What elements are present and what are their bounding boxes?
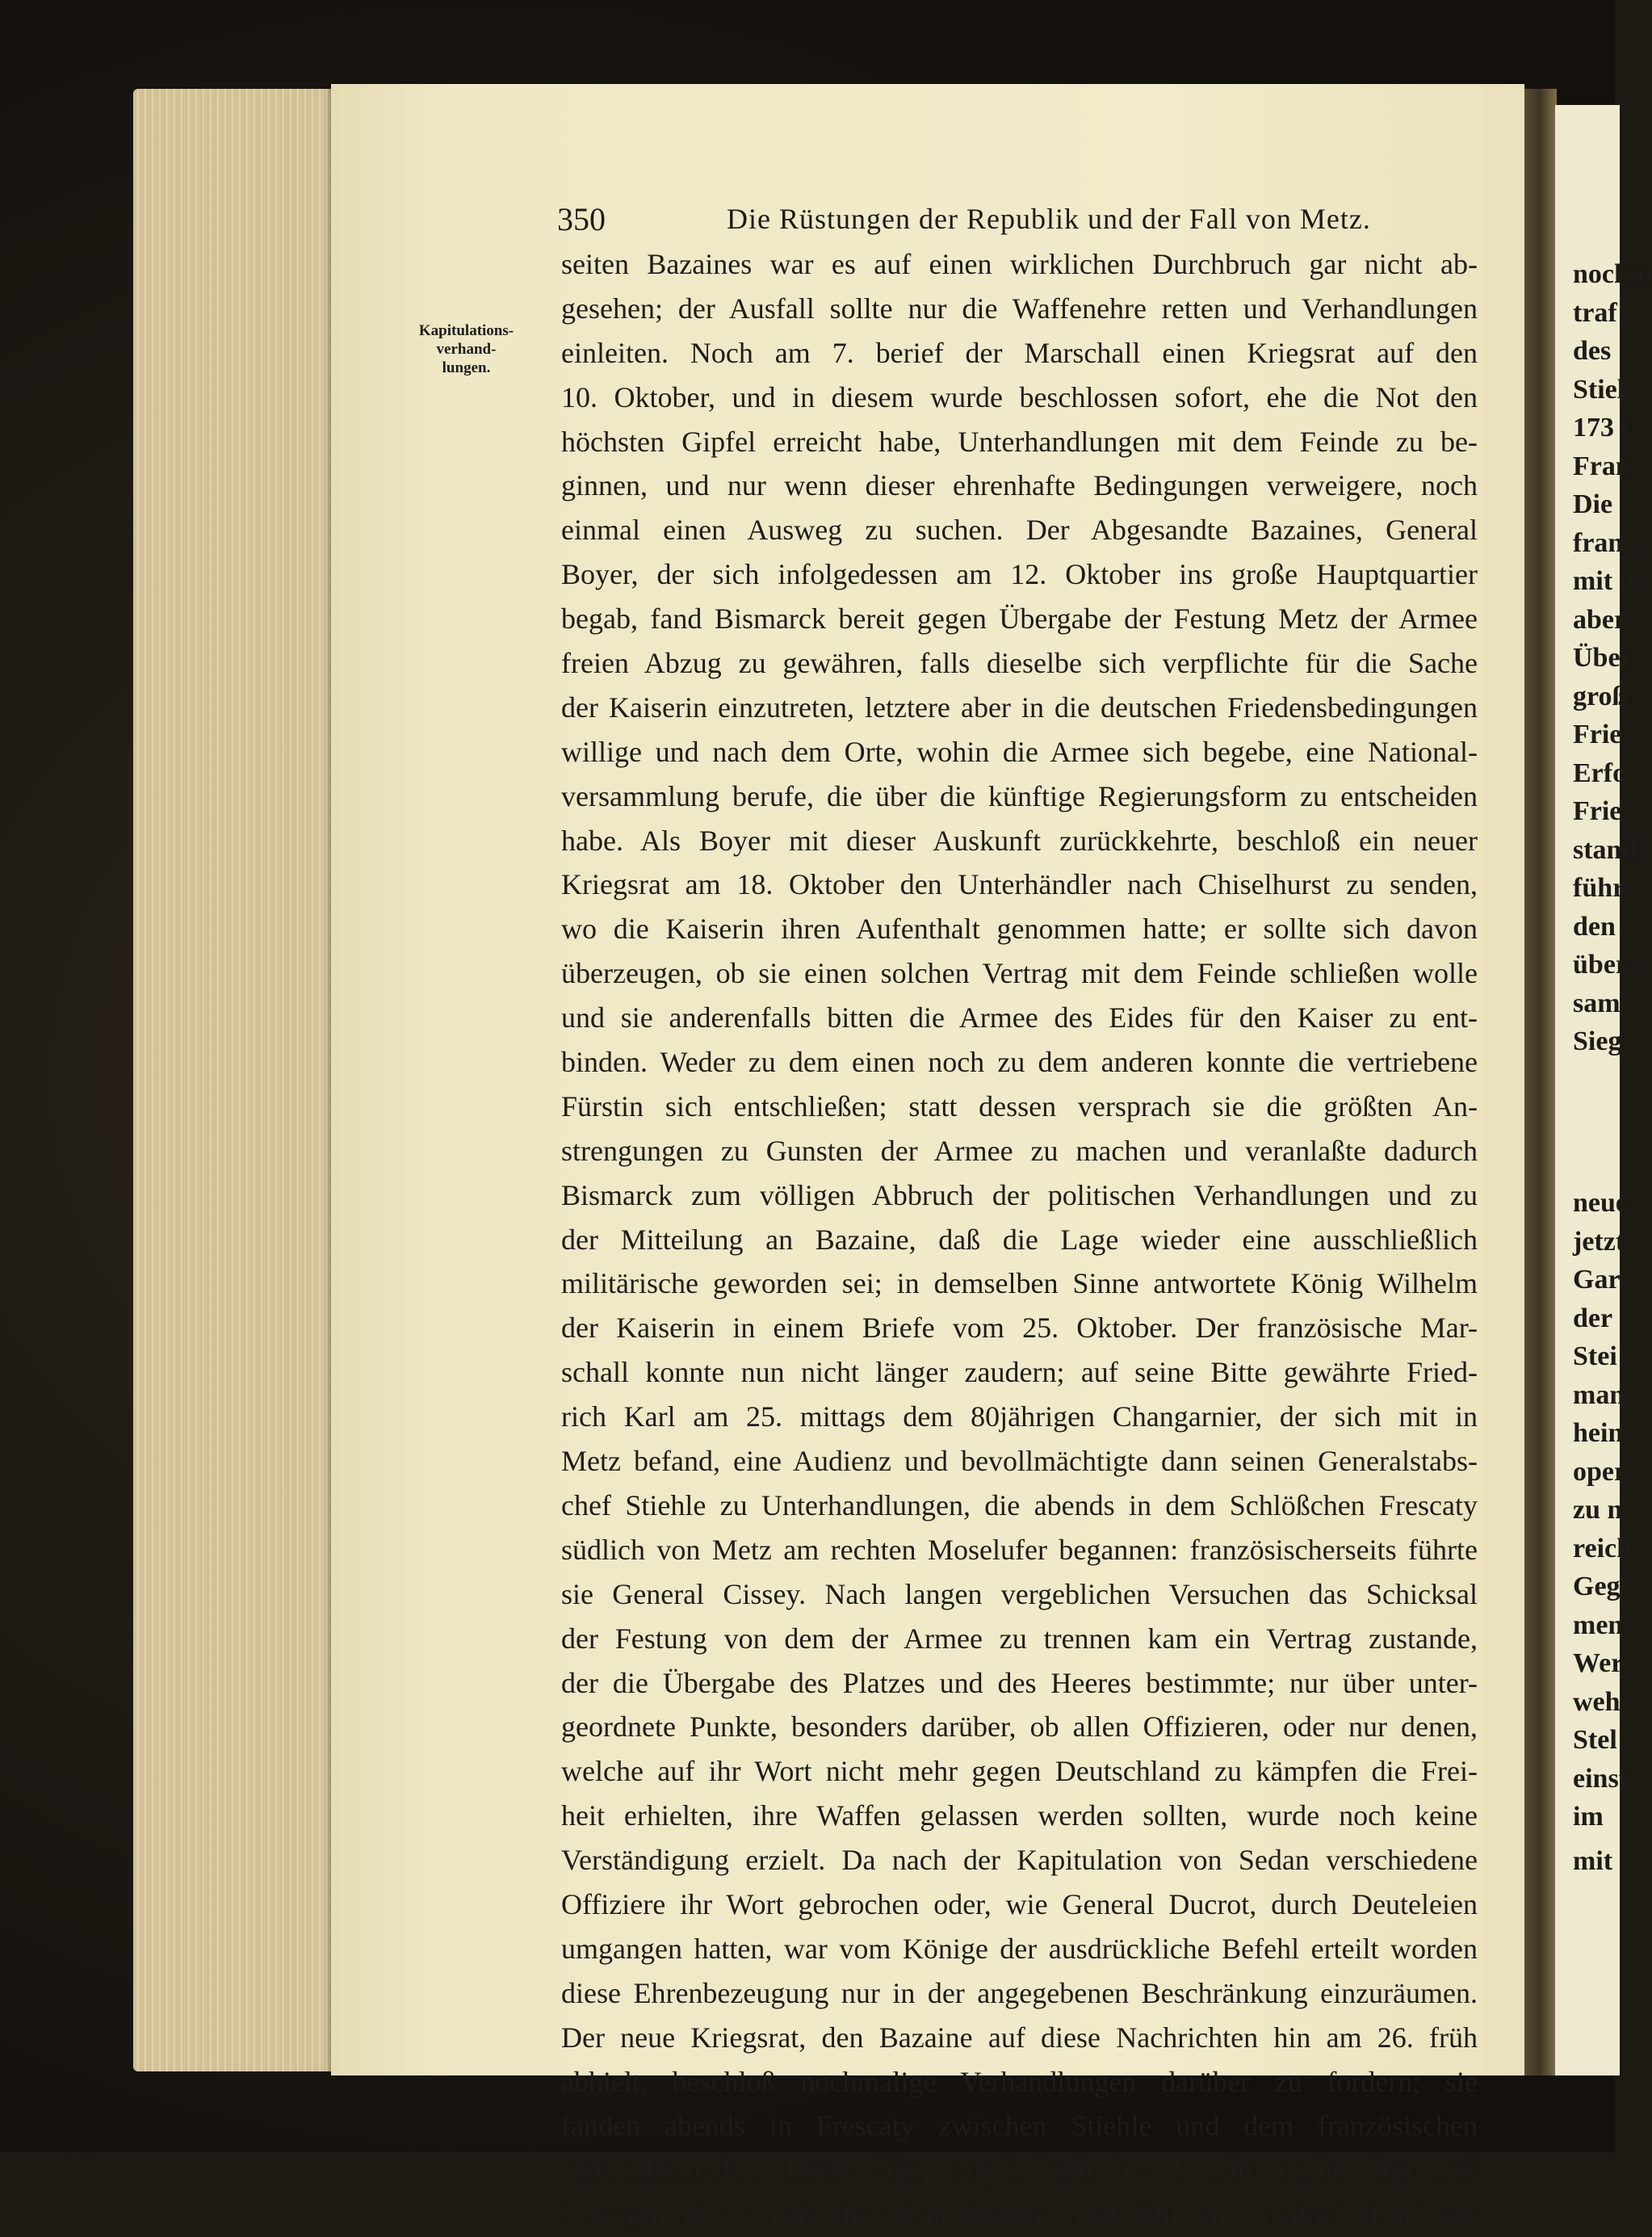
right-page-line: Die [1573,489,1613,519]
right-page-line: Erfo [1573,758,1627,788]
text-line [561,774,1478,819]
right-page-line: Stel [1573,1725,1617,1755]
right-page-line: des [1573,336,1612,366]
text-line [561,819,1478,863]
text-line [561,1971,1478,2016]
text-line-content: versammlung berufe, die über die künftige Regierungsform zu entscheiden [561,779,1478,812]
text-line [561,1261,1478,1306]
text-line [561,730,1478,774]
text-line-content: sie General Cissey. Nach langen vergeblichen Versuchen das Schicksal [561,1577,1478,1610]
right-page-line: nochm [1573,259,1652,289]
text-line-content: einleiten. Noch am 7. berief der Marschall einen Kriegsrat auf den [561,336,1478,369]
text-line [561,1661,1478,1706]
margin-note-line: Kapitulations- [418,322,514,339]
right-page-line: Stiel [1573,374,1625,405]
text-line [561,686,1478,730]
text-line [561,1129,1478,1173]
page-number: 350 [557,201,606,237]
text-line-content: umgangen hatten, war vom Könige der ausdrückliche Befehl erteilt worden [561,1932,1478,1965]
right-page-line: men [1573,1610,1624,1640]
text-line-content: begab, fand Bismarck bereit gegen Übergabe der Festung Metz der Armee [561,602,1478,636]
margin-note [408,321,525,377]
right-page-line: Frie [1573,720,1622,749]
right-page-fragment [1555,105,1652,2075]
text-line [561,1705,1478,1749]
text-line [561,1749,1478,1794]
text-line [561,2104,1478,2148]
text-line [561,552,1478,597]
text-line [561,641,1478,686]
text-line [561,951,1478,996]
text-line-content: geordnete Punkte, besonders darüber, ob allen Offizieren, oder nur denen, [561,1710,1478,1744]
text-line [561,1218,1478,1262]
right-page-line: führ [1573,873,1625,903]
text-line-content: strengungen zu Gunsten der Armee zu machen und veranlaßte dadurch [561,1134,1478,1167]
right-page-line: Fran [1573,451,1631,481]
right-page-line: traf [1573,297,1617,328]
margin-note-line: verhand- [436,341,497,358]
text-line [561,1484,1478,1528]
book-gutter [1523,89,1557,2075]
right-page-line: reich [1573,1533,1633,1563]
text-line [561,287,1478,331]
text-line-content: freien Abzug zu gewähren, falls dieselbe sich verpflichte für die Sache [561,647,1478,680]
right-page-line: jetzt [1573,1226,1625,1257]
text-line [561,242,1478,287]
text-line-content: rich Karl am 25. mittags dem 80jährigen Changarnier, der sich mit in [561,1400,1478,1433]
text-line-content: südlich von Metz am rechten Moselufer begannen: französischerseits führte [561,1533,1478,1566]
text-line [561,1528,1478,1572]
text-line-content: bewogen den preußischen Unterhändler den Prinzen Friedrich Karl um [561,2198,1478,2231]
right-page-line: Über [1573,643,1633,673]
right-page-line: Wer [1573,1648,1624,1678]
text-line-content: der Festung von dem der Armee zu trennen kam ein Vertrag zustande, [561,1622,1478,1655]
right-page-line: weh [1573,1686,1621,1717]
right-page-line: oper [1573,1456,1627,1487]
text-line [561,1040,1478,1085]
right-page-line: mit d [1573,566,1635,596]
right-page-line: man [1573,1379,1625,1410]
right-page-line: groß [1573,681,1628,711]
text-line [561,1085,1478,1129]
text-line-content: Offiziere ihr Wort gebrochen oder, wie General Ducrot, durch Deuteleien [561,1887,1478,1920]
body-text [561,242,1478,2237]
text-line-content: höchsten Gipfel erreicht habe, Unterhandlungen mit dem Feinde zu be- [561,425,1478,458]
text-line [561,1439,1478,1484]
right-page-line: neue [1573,1188,1628,1218]
right-page-line: der [1573,1303,1613,1333]
right-page-line: aber [1573,604,1627,635]
text-line-content: Fürstin sich entschließen; statt dessen versprach sie die größten An- [561,1089,1478,1123]
text-line-content: Verständigung erzielt. Da nach der Kapitulation von Sedan verschiedene [561,1844,1478,1877]
text-line-content: Bismarck zum völligen Abbruch der politischen Verhandlungen und zu [561,1178,1478,1211]
text-line [561,2193,1478,2237]
text-line [561,376,1478,420]
text-line-content: Generalstabschef Jarras statt, zogen sich bis 1 Uhr nachts hin und [561,2154,1478,2187]
text-line-content: willige und nach dem Orte, wohin die Armee sich begebe, eine National- [561,735,1478,768]
text-line-content: Der neue Kriegsrat, den Bazaine auf diese Nachrichten hin am 26. früh [561,2021,1478,2054]
right-page-line: über [1573,950,1628,980]
text-line-content: schall konnte nun nicht länger zaudern; auf seine Bitte gewährte Fried- [561,1356,1478,1389]
text-line [561,2148,1478,2193]
text-line-content: militärische geworden sei; in demselben Sinne antwortete König Wilhelm [561,1267,1478,1300]
text-line [561,1838,1478,1882]
right-page-line: sam [1573,988,1621,1018]
text-line-content: habe. Als Boyer mit dieser Auskunft zurückkehrte, beschloß ein neuer [561,824,1478,857]
text-line [561,1306,1478,1350]
text-line-content: ginnen, und nur wenn dieser ehrenhafte Bedingungen verweigere, noch [561,469,1478,502]
right-page-line: einst [1573,1763,1628,1794]
text-line [561,1927,1478,1971]
text-line-content: 10. Oktober, und in diesem wurde beschlossen sofort, ehe die Not den [561,380,1478,413]
text-line-content: der Kaiserin einzutreten, letztere aber in die deutschen Friedensbedingungen [561,690,1478,724]
text-line-content: der Kaiserin in einem Briefe vom 25. Oktober. Der französische Mar- [561,1312,1478,1345]
text-line [561,2016,1478,2060]
text-line-content: chef Stiehle zu Unterhandlungen, die abends in dem Schlößchen Frescaty [561,1488,1478,1521]
text-line [561,420,1478,464]
text-line-content: wo die Kaiserin ihren Aufenthalt genommen hatte; er sollte sich davon [561,913,1478,946]
text-line [561,597,1478,641]
right-page-line: Geg [1573,1572,1621,1601]
text-line [561,862,1478,907]
text-line-content: der die Übergabe des Platzes und des Heeres bestimmte; nur über unter- [561,1666,1478,1699]
running-title: Die Rüstungen der Republik und der Fall von Metz. [727,203,1371,235]
right-page-line: Sieg [1573,1026,1622,1056]
text-line-content: und sie anderenfalls bitten die Armee des Eides für den Kaiser zu ent- [561,1001,1478,1035]
right-page-line: Stei [1573,1341,1617,1371]
text-line [561,1395,1478,1439]
right-page-line: den [1573,911,1616,942]
right-page-line: Frie [1573,796,1622,826]
text-line-content: gesehen; der Ausfall sollte nur die Waffenehre retten und Verhandlungen [561,292,1478,325]
text-line-content: einmal einen Ausweg zu suchen. Der Abgesandte Bazaines, General [561,514,1478,547]
text-line [561,1173,1478,1218]
text-line-content: Boyer, der sich infolgedessen am 12. Oktober ins große Hauptquartier [561,558,1478,591]
text-line-content: diese Ehrenbezeugung nur in der angegebenen Beschränkung einzuräumen. [561,1976,1478,2009]
text-line-content: welche auf ihr Wort nicht mehr gegen Deutschland zu kämpfen die Frei- [561,1755,1478,1788]
text-line-content: binden. Weder zu dem einen noch zu dem anderen konnte die vertriebene [561,1046,1478,1079]
right-page-line: stand [1573,834,1637,865]
text-line [561,464,1478,508]
text-line [561,1794,1478,1838]
text-line-content: seiten Bazaines war es auf einen wirklichen Durchbruch gar nicht ab- [561,248,1478,280]
right-page-line: im [1573,1802,1604,1832]
text-line [561,996,1478,1040]
text-line [561,1350,1478,1395]
text-line-content: überzeugen, ob sie einen solchen Vertrag mit dem Feinde schließen wolle [561,957,1478,990]
text-line [561,1572,1478,1617]
right-page-line: zu n [1573,1495,1623,1525]
text-line [561,508,1478,552]
text-line-content: heit erhielten, ihre Waffen gelassen werden sollten, wurde noch keine [561,1799,1478,1832]
right-page-line: mit [1573,1846,1613,1876]
right-page-line: fran [1573,527,1624,558]
page-stack-edges [133,89,343,2071]
text-line [561,2060,1478,2105]
text-line [561,907,1478,951]
text-line-content: fanden abends in Frescaty zwischen Stiehle und dem französischen [561,2109,1478,2143]
page-header [557,200,1478,241]
right-page-line: 173 ( [1573,413,1630,443]
right-page-line: hein [1573,1418,1624,1448]
text-line-content: Metz befand, eine Audienz und bevollmächtigte dann seinen Generalstabs- [561,1445,1478,1478]
text-line [561,331,1478,376]
margin-note-line: lungen. [442,359,491,376]
text-line-content: Kriegsrat am 18. Oktober den Unterhändler nach Chiselhurst zu senden, [561,868,1478,901]
text-line [561,1882,1478,1927]
text-line-content: abhielt, beschloß nochmalige Verhandlungen darüber zu fordern; sie [561,2065,1478,2098]
text-line-content: der Mitteilung an Bazaine, daß die Lage wieder eine ausschließlich [561,1223,1478,1256]
text-line [561,1617,1478,1661]
right-page-line: Gar [1573,1265,1621,1295]
